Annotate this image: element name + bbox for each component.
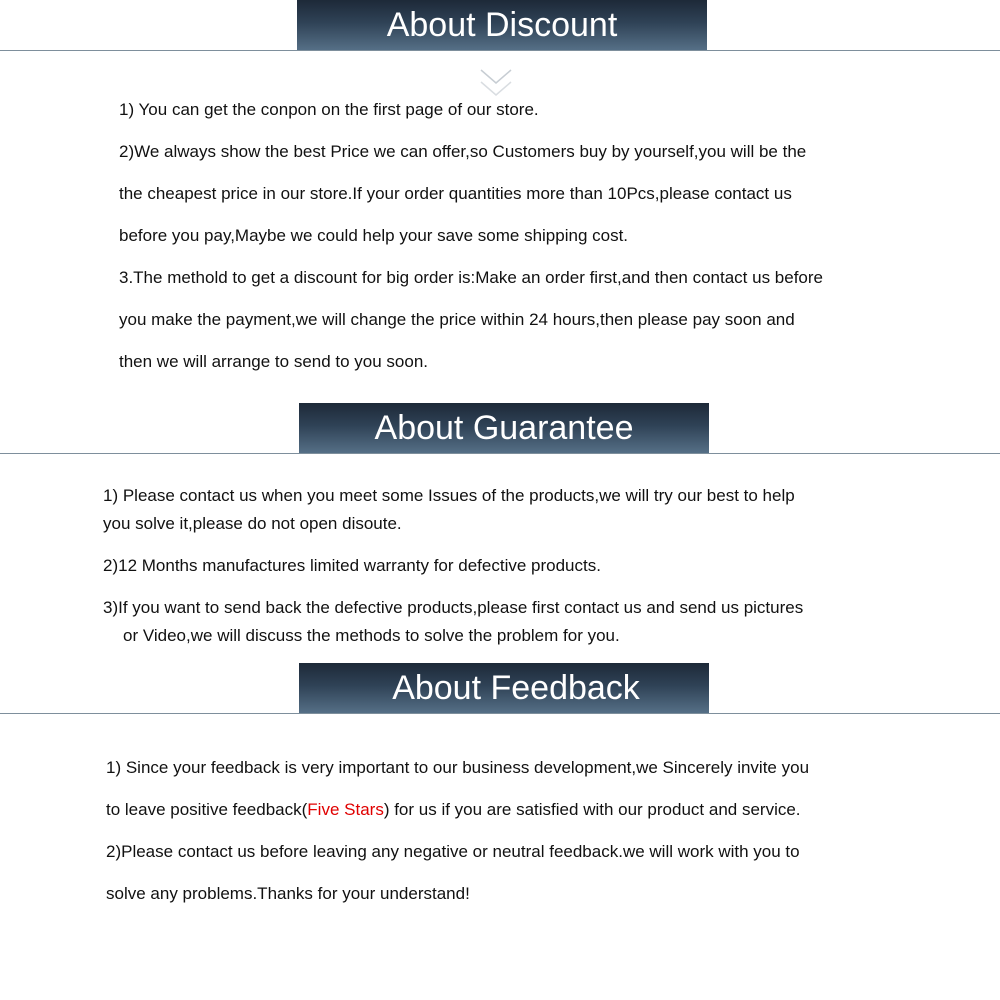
feedback-divider-line [0, 713, 1000, 714]
guarantee-line-3: 2)12 Months manufactures limited warranty for defective products. [103, 556, 601, 575]
guarantee-line-4: 3)If you want to send back the defective products,please first contact us and send us pictures [103, 598, 804, 617]
feedback-title: About Feedback [392, 669, 640, 707]
discount-line-3: the cheapest price in our store.If your order quantities more than 10Pcs,please contact us [119, 184, 792, 203]
guarantee-banner [299, 403, 709, 453]
discount-line-4: before you pay,Maybe we could help your save some shipping cost. [119, 226, 629, 245]
feedback-banner [299, 663, 709, 713]
guarantee-line-1: 1) Please contact us when you meet some Issues of the products,we will try our best to help [103, 486, 795, 505]
discount-line-1: 1) You can get the conpon on the first page of our store. [119, 100, 539, 119]
discount-line-6: you make the payment,we will change the price within 24 hours,then please pay soon and [119, 310, 795, 329]
chevron-down-icon [478, 66, 514, 102]
guarantee-divider-line [0, 453, 1000, 454]
feedback-line-2-before: to leave positive feedback( [106, 800, 308, 819]
feedback-line-4: solve any problems.Thanks for your understand! [106, 884, 470, 903]
guarantee-title: About Guarantee [374, 409, 634, 447]
discount-line-5: 3.The methold to get a discount for big order is:Make an order first,and then contact us before [119, 268, 824, 287]
feedback-line-1: 1) Since your feedback is very important to our business development,we Sincerely invite you [106, 758, 810, 777]
guarantee-line-5: or Video,we will discuss the methods to solve the problem for you. [123, 626, 620, 645]
feedback-line-3: 2)Please contact us before leaving any negative or neutral feedback.we will work with you to [106, 842, 800, 861]
discount-divider-line [0, 50, 1000, 51]
feedback-line-2-after: ) for us if you are satisfied with our product and service. [383, 800, 801, 819]
discount-banner [297, 0, 707, 50]
discount-line-2: 2)We always show the best Price we can offer,so Customers buy by yourself,you will be the [119, 142, 807, 161]
discount-line-7: then we will arrange to send to you soon. [119, 352, 429, 371]
discount-title: About Discount [386, 6, 618, 44]
guarantee-line-2: you solve it,please do not open disoute. [103, 514, 402, 533]
feedback-line-2 [106, 800, 801, 820]
five-stars-highlight: Five Stars [307, 800, 384, 819]
